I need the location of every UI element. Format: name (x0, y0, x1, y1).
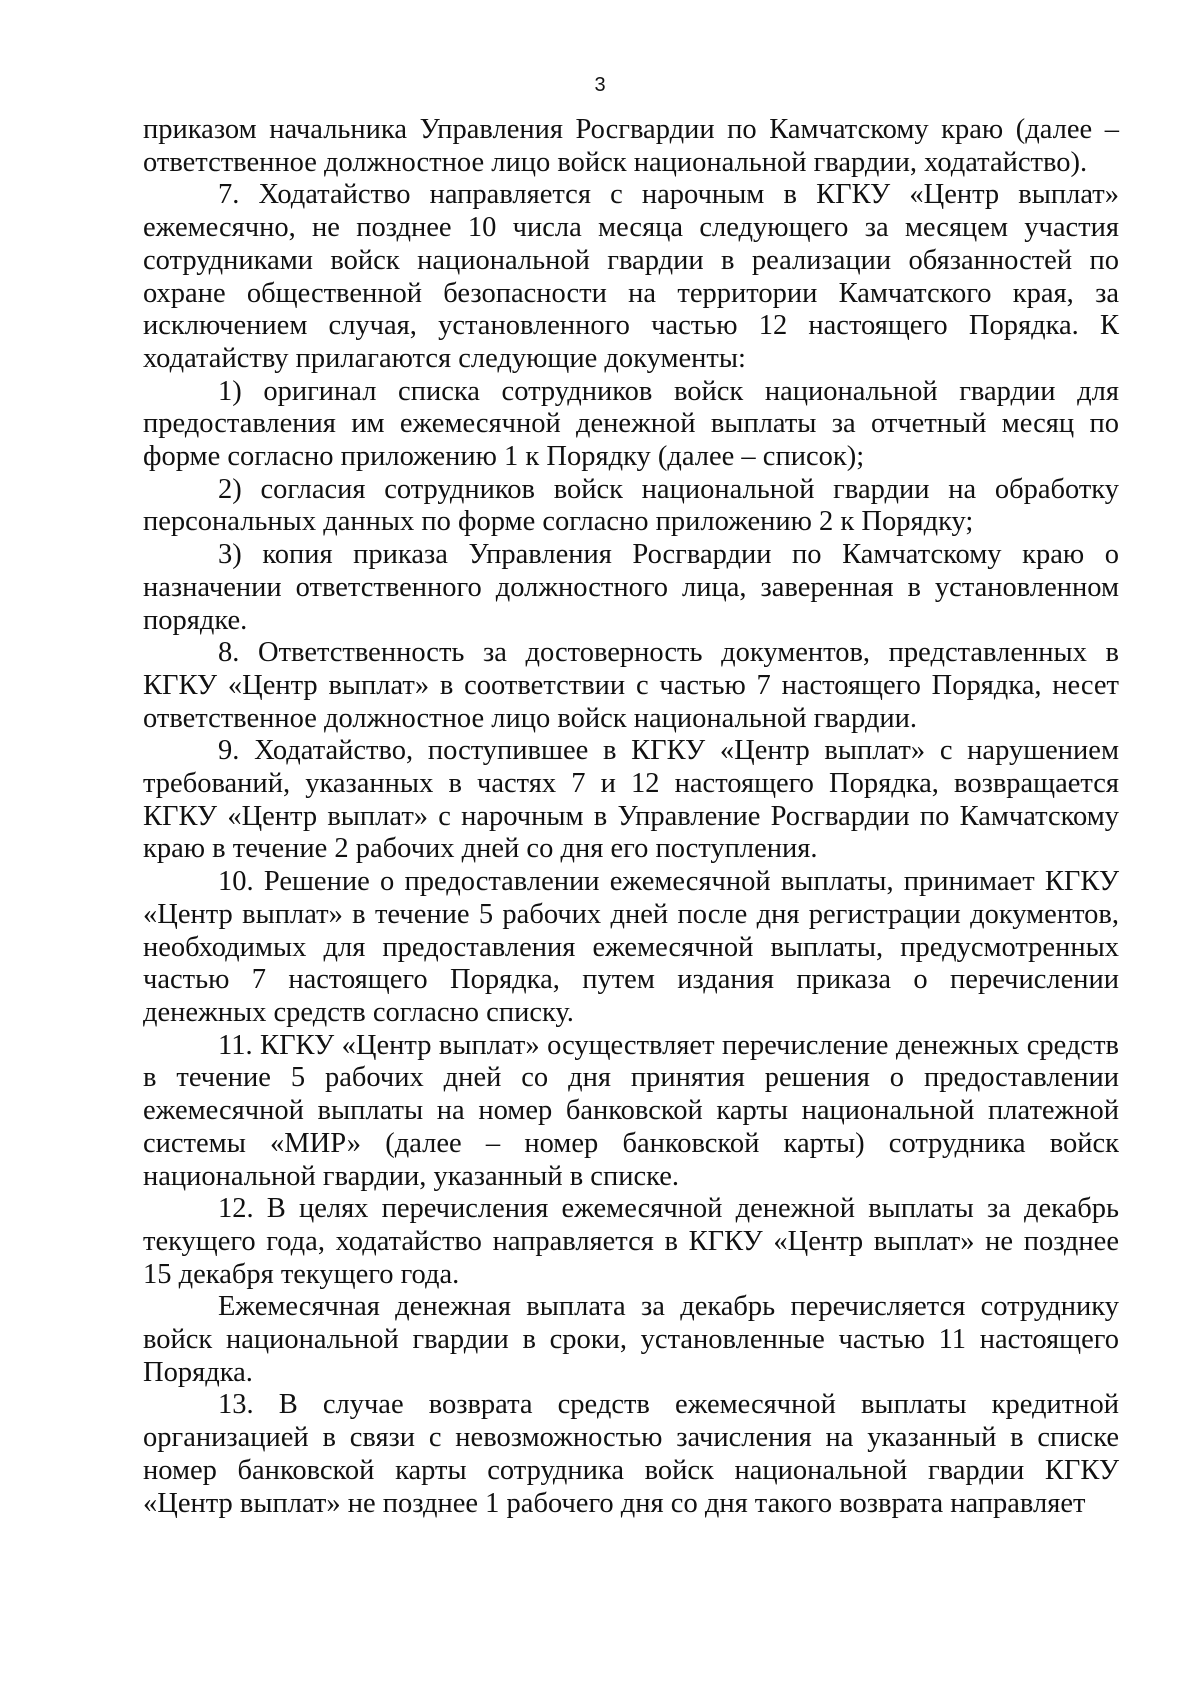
paragraph-subitem-1: 1) оригинал списка сотрудников войск национальной гвардии для предоставления им ежемесячной денежной выплаты за отчетный месяц по форме согласно приложению 1 к Порядку (далее – список); (143, 375, 1119, 473)
paragraph-subitem-2: 2) согласия сотрудников войск национальной гвардии на обработку персональных данных по форме согласно приложению 2 к Порядку; (143, 473, 1119, 538)
paragraph-item-11: 11. КГКУ «Центр выплат» осуществляет перечисление денежных средств в течение 5 рабочих дней со дня принятия решения о предоставлении ежемесячной выплаты на номер банковской карты национальной платежной системы «МИР» (далее – номер банковской карты) сотрудника войск национальной гвардии, указанный в списке. (143, 1029, 1119, 1192)
paragraph-item-9: 9. Ходатайство, поступившее в КГКУ «Центр выплат» с нарушением требований, указанных в частях 7 и 12 настоящего Порядка, возвращается КГКУ «Центр выплат» с нарочным в Управление Росгвардии по Камчатскому краю в течение 2 рабочих дней со дня его поступления. (143, 735, 1119, 865)
paragraph-item-7: 7. Ходатайство направляется с нарочным в КГКУ «Центр выплат» ежемесячно, не позднее 10 числа месяца следующего за месяцем участия сотрудниками войск национальной гвардии в реализации обязанностей по охране общественной безопасности на территории Камчатского края, за исключением случая, установленного частью 12 настоящего Порядка. К ходатайству прилагаются следующие документы: (143, 179, 1119, 374)
document-body (143, 114, 1119, 1520)
paragraph-item-12-continuation: Ежемесячная денежная выплата за декабрь перечисляется сотруднику войск национальной гвардии в сроки, установленные частью 11 настоящего Порядка. (143, 1291, 1119, 1388)
paragraph-item-8: 8. Ответственность за достоверность документов, представленных в КГКУ «Центр выплат» в соответствии с частью 7 настоящего Порядка, несет ответственное должностное лицо войск национальной гвардии. (143, 637, 1119, 734)
paragraph-item-12: 12. В целях перечисления ежемесячной денежной выплаты за декабрь текущего года, ходатайство направляется в КГКУ «Центр выплат» не позднее 15 декабря текущего года. (143, 1193, 1119, 1290)
paragraph-item-13: 13. В случае возврата средств ежемесячной выплаты кредитной организацией в связи с невозможностью зачисления на указанный в списке номер банковской карты сотрудника войск национальной гвардии КГКУ «Центр выплат» не позднее 1 рабочего дня со дня такого возврата направляет (143, 1389, 1119, 1519)
paragraph-subitem-3: 3) копия приказа Управления Росгвардии по Камчатскому краю о назначении ответственного должностного лица, заверенная в установленном порядке. (143, 539, 1119, 636)
paragraph-continuation: приказом начальника Управления Росгвардии по Камчатскому краю (далее – ответственное должностное лицо войск национальной гвардии, ходатайство). (143, 114, 1119, 178)
paragraph-item-10: 10. Решение о предоставлении ежемесячной выплаты, принимает КГКУ «Центр выплат» в течение 5 рабочих дней после дня регистрации документов, необходимых для предоставления ежемесячной выплаты, предусмотренных частью 7 настоящего Порядка, путем издания приказа о перечислении денежных средств согласно списку. (143, 866, 1119, 1028)
page-number: 3 (594, 74, 606, 96)
